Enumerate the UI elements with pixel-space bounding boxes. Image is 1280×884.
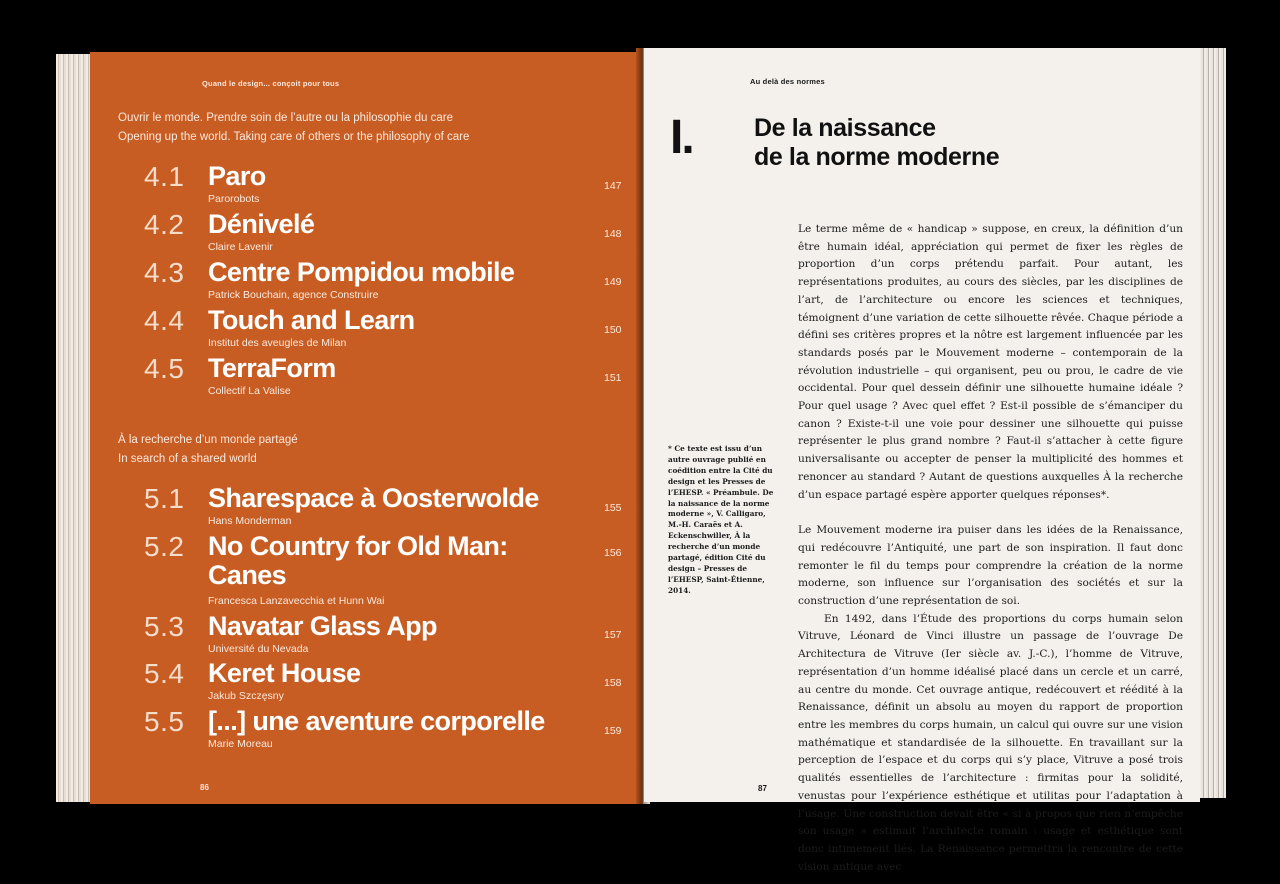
entry-subtitle: Parorobots [208,193,260,205]
entry-subtitle: Collectif La Valise [208,385,291,397]
section-intro-fr: Ouvrir le monde. Prendre soin de l’autre ou la philosophie du care [118,112,453,124]
entry-title: Sharespace à Oosterwolde [208,483,539,513]
running-head: Quand le design... conçoit pour tous [202,79,340,88]
entry-title: Paro [208,161,266,191]
entry-number: 4.2 [144,209,185,240]
entry-subtitle: Francesca Lanzavecchia et Hunn Wai [208,595,385,607]
entry-subtitle: Patrick Bouchain, agence Construire [208,289,379,301]
entry-number: 5.4 [144,658,185,689]
footnote: * Ce texte est issu d’un autre ouvrage publié en coédition entre la Cité du design et les Presses de l’EHESP. « Préambule. De la naissance de la norme moderne », V. Calligaro, M.-H. Caraës et A. Eckenschwiller, À la recherche d’un monde partagé, édition Cité du design – Presses de l’EHESP, Saint-Étienne, 2014. [668,444,774,595]
entry-subtitle: Institut des aveugles de Milan [208,337,347,349]
entry-page-number: 150 [604,324,622,336]
chapter-title [754,114,999,172]
paragraph: Le Mouvement moderne ira puiser dans les idées de la Renaissance, qui redécouvre l’Antiquité, une part de son inspiration. Il faut donc remonter le fil du temps pour comprendre la création de la norme moderne, son influence sur l’organisation des sociétés et sur la construction d’une représentation de soi. [798,524,1183,608]
entry-page-number: 158 [604,677,622,689]
paragraph: En 1492, dans l’Étude des proportions du corps humain selon Vitruve, Léonard de Vinci illustre un passage de l’ouvrage De Architectura de Vitruve (Ier siècle av. J.-C.), l’homme de Vitruve, représentation d’un homme idéalisé placé dans un cercle et un carré, au centre du monde. Cet ouvrage antique, redécouvert et réédité à la Renaissance, définit un absolu au moyen du rapport de proportion entre les membres du corps humain, un calcul qui ouvre sur une vision mathématique et standardisée de la silhouette. En travaillant sur la perception de l’espace et du corps qui s’y place, Vitruve a posé trois qualités essentielles de l’architecture : firmitas pour la solidité, venustas pour l’expérience esthétique et utilitas pour l’adaptation à l’usage. Une construction devait être « si à propos que rien n’empêche son usage » estimait l’architecte romain : usage et esthétique sont donc intimement liés. La Renaissance permettra la rencontre de cette vision antique avec [798,612,1183,873]
paragraph: Le terme même de « handicap » suppose, en creux, la définition d’un être humain idéal, appréciation qui permet de fixer les règles de proportion d’un corps prétendu parfait. Pour autant, les représentations produites, au cours des siècles, par les disciplines de l’art, de l’architecture ou encore les sciences et techniques, témoignent d’une variation de cette silhouette rêvée. Chaque période a défini ses critères propres et la nôtre est largement influencée par les standards posés par le Mouvement moderne – contemporain de la révolution industrielle – qui organisent, peu ou prou, le cadre de vie occidental. Pour quel dessein définir une silhouette humaine idéale ? Pour quel usage ? Avec quel effet ? Est-il possible de s’émanciper du canon ? Existe-t-il une voie pour dessiner une silhouette qui puisse représenter le plus grand nombre ? Faut-il s’attacher à cette figure universalisante ou accepter de penser la multiplicité des hommes et renoncer au standard ? Autant de questions auxquelles À la recherche d’un espace partagé espère apporter quelques réponses*. [798,223,1183,501]
chapter-title-line1: De la naissance [754,114,936,142]
entry-title: Navatar Glass App [208,611,437,641]
page-number: 86 [200,783,209,792]
entry-title: No Country for Old Man: [208,531,508,561]
entry-number: 4.3 [144,257,185,288]
page-number: 87 [758,784,767,793]
entry-number: 5.5 [144,706,185,737]
entry-subtitle: Hans Monderman [208,515,292,527]
entry-title: Keret House [208,658,361,688]
body-text [798,221,1183,876]
entry-subtitle: Claire Lavenir [208,241,273,253]
chapter-title-line2: de la norme moderne [754,143,1000,171]
entry-page-number: 159 [604,725,622,737]
section-intro [118,109,469,147]
section-intro [118,431,298,469]
entry-subtitle: Marie Moreau [208,738,273,750]
entry-number: 4.5 [144,353,185,384]
entry-title: Dénivelé [208,209,315,239]
entry-title: [...] une aventure corporelle [208,706,545,736]
entry-page-number: 151 [604,372,622,384]
section-intro-fr: À la recherche d’un monde partagé [118,434,298,446]
book-page-edges-left [56,54,90,802]
book-page-edges-right [1196,48,1226,798]
entry-number: 5.3 [144,611,185,642]
entry-title: Centre Pompidou mobile [208,257,515,287]
left-page [90,52,640,804]
entry-page-number: 157 [604,629,622,641]
entry-page-number: 149 [604,276,622,288]
section-intro-en: In search of a shared world [118,453,257,465]
entry-page-number: 147 [604,180,622,192]
section-intro-en: Opening up the world. Taking care of others or the philosophy of care [118,131,470,143]
entry-page-number: 148 [604,228,622,240]
running-head: Au delà des normes [750,77,825,86]
chapter-number: I. [670,111,693,164]
entry-number: 5.2 [144,531,185,562]
entry-page-number: 156 [604,547,622,559]
entry-page-number: 155 [604,502,622,514]
entry-title: Touch and Learn [208,305,415,335]
entry-number: 4.4 [144,305,185,336]
right-page [644,48,1200,873]
entry-subtitle: Jakub Szczęsny [208,690,284,702]
entry-title-line2: Canes [208,560,287,590]
entry-number: 4.1 [144,161,185,192]
entry-title: TerraForm [208,353,336,383]
entry-number: 5.1 [144,483,185,514]
entry-subtitle: Université du Nevada [208,643,309,655]
